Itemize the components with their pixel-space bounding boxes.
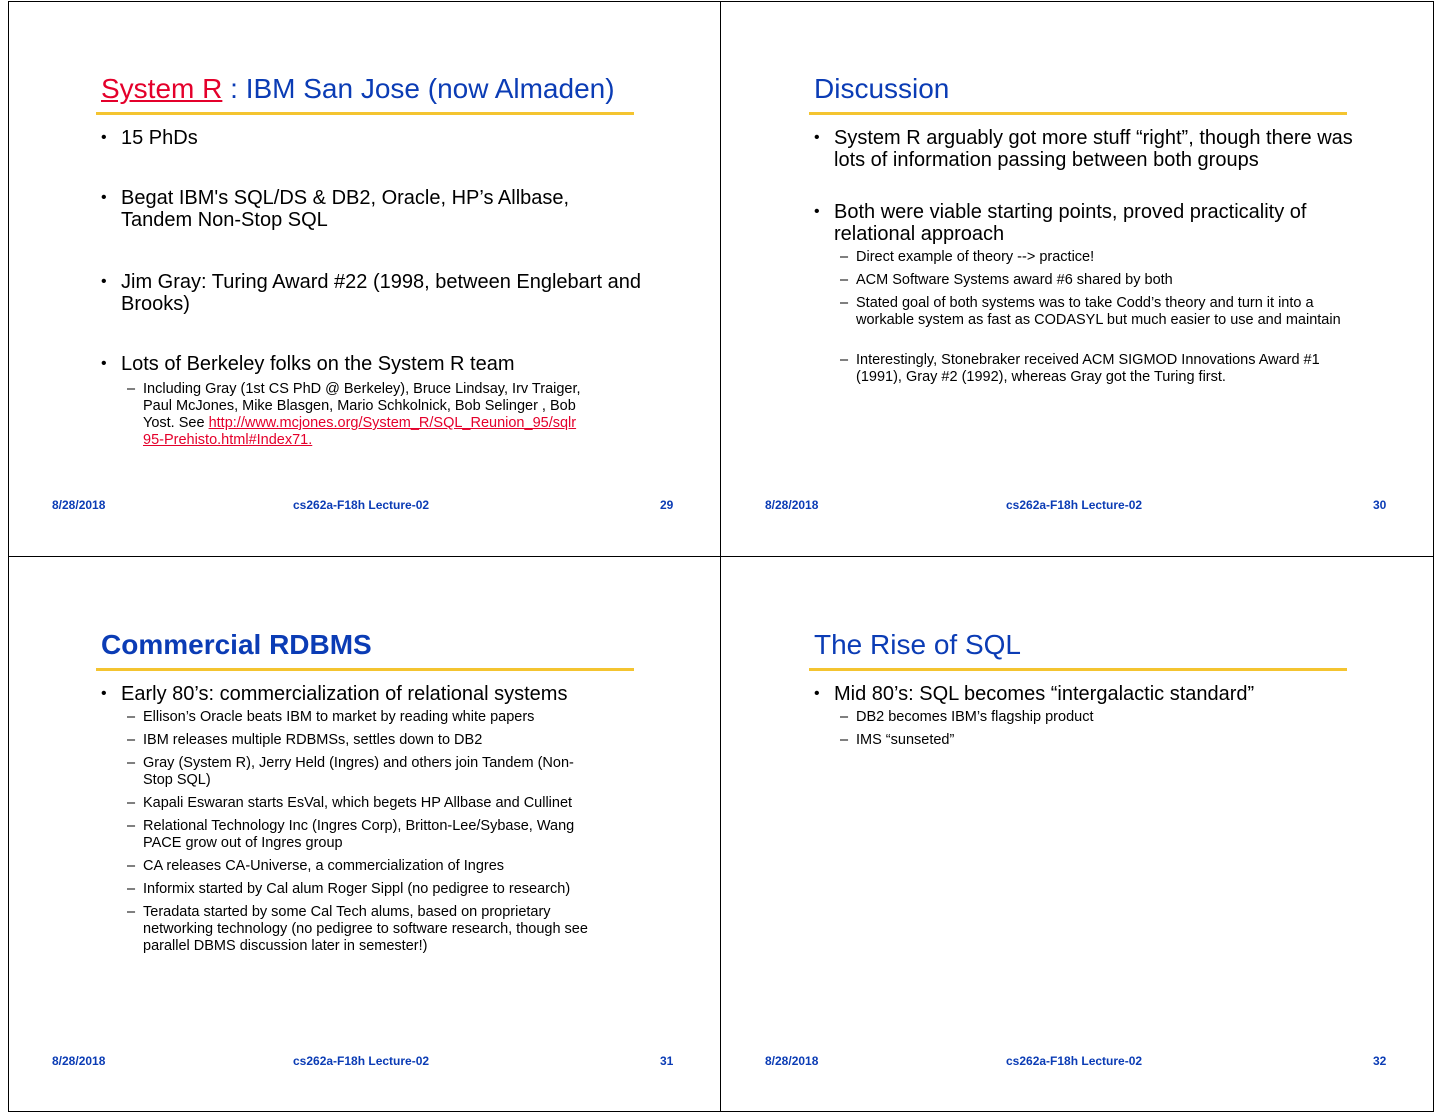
bullet-item: • Begat IBM's SQL/DS & DB2, Oracle, HP’s Allbase, Tandem Non-Stop SQL <box>101 187 641 231</box>
footer-page-number: 30 <box>1373 498 1387 512</box>
bullet-item: • Both were viable starting points, proved practicality of relational approach <box>814 201 1354 245</box>
title-underline <box>96 668 634 671</box>
sub-bullet-item: – IMS “sunseted” <box>828 732 1354 749</box>
sub-bullet-item: – Direct example of theory --> practice! <box>828 249 1354 266</box>
sub-bullet-item: – Ellison’s Oracle beats IBM to market by reading white papers <box>115 709 641 726</box>
footer-page-number: 32 <box>1373 1054 1387 1068</box>
sub-bullet-item: – Kapali Eswaran starts EsVal, which begets HP Allbase and Cullinet <box>115 795 633 812</box>
system-r-link[interactable]: System R <box>101 73 223 104</box>
slide-29 <box>8 1 708 551</box>
footer-date: 8/28/2018 <box>765 498 819 512</box>
footer-date: 8/28/2018 <box>52 1054 106 1068</box>
slide-title: Discussion <box>814 73 950 104</box>
slide-title: System R : IBM San Jose (now Almaden) <box>101 73 615 104</box>
reunion-link[interactable]: http://www.mcjones.org/System_R/SQL_Reunion_95/sqlr95-Prehisto.html#Index71. <box>143 415 577 448</box>
sub-bullet-item: – ACM Software Systems award #6 shared by both <box>828 272 1354 289</box>
footer-course: cs262a-F18h Lecture-02 <box>1006 498 1143 512</box>
bullet-item: • Lots of Berkeley folks on the System R team <box>101 353 641 375</box>
title-underline <box>809 668 1347 671</box>
slide-30 <box>721 1 1421 551</box>
sub-bullet-item: – Interestingly, Stonebraker received ACM SIGMOD Innovations Award #1 (1991), Gray #2 (1992), whereas Gray got the Turing first. <box>828 352 1356 386</box>
title-underline <box>96 112 634 115</box>
slide-body <box>101 681 641 955</box>
footer-course: cs262a-F18h Lecture-02 <box>293 1054 430 1068</box>
slide-31 <box>8 557 708 1107</box>
footer-page-number: 31 <box>660 1054 674 1068</box>
footer-date: 8/28/2018 <box>52 498 106 512</box>
bullet-item: • System R arguably got more stuff “right”, though there was lots of information passing between both groups <box>814 127 1354 171</box>
footer-course: cs262a-F18h Lecture-02 <box>1006 1054 1143 1068</box>
sub-bullet-item: – Teradata started by some Cal Tech alums, based on proprietary networking technology (no pedigree to software research, though see parallel DBMS discussion later in semester!) <box>115 904 613 955</box>
bullet-item: • Early 80’s: commercialization of relational systems <box>101 683 641 705</box>
footer-date: 8/28/2018 <box>765 1054 819 1068</box>
slide-title: The Rise of SQL <box>814 629 1021 660</box>
sub-bullet-item: – Stated goal of both systems was to take Codd’s theory and turn it into a workable system as fast as CODASYL but much easier to use and maintain <box>828 295 1346 329</box>
sub-bullet-item: – DB2 becomes IBM’s flagship product <box>828 709 1354 726</box>
bullet-item: • 15 PhDs <box>101 127 641 149</box>
slide-body <box>814 125 1354 386</box>
slide-body <box>814 681 1354 749</box>
sub-bullet-item: – Including Gray (1st CS PhD @ Berkeley), Bruce Lindsay, Irv Traiger, Paul McJones, Mike Blasgen, Mario Schkolnick, Bob Selinger , Bob Yost. See http://www.mcjones.org/System_R/SQL_Reunion_95/sqlr95-Prehisto.html#Index71. <box>115 381 583 449</box>
footer-course: cs262a-F18h Lecture-02 <box>293 498 430 512</box>
slide-title: Commercial RDBMS <box>101 629 372 660</box>
sub-bullet-item: – Gray (System R), Jerry Held (Ingres) and others join Tandem (Non-Stop SQL) <box>115 755 583 789</box>
bullet-item: • Mid 80’s: SQL becomes “intergalactic standard” <box>814 683 1354 705</box>
slide-32 <box>721 557 1421 1107</box>
bullet-item: • Jim Gray: Turing Award #22 (1998, between Englebart and Brooks) <box>101 271 641 315</box>
sub-bullet-item: – Relational Technology Inc (Ingres Corp), Britton-Lee/Sybase, Wang PACE grow out of Ingres group <box>115 818 583 852</box>
slide-body <box>101 125 641 449</box>
sub-bullet-item: – CA releases CA-Universe, a commercialization of Ingres <box>115 858 641 875</box>
footer-page-number: 29 <box>660 498 674 512</box>
title-underline <box>809 112 1347 115</box>
sub-bullet-item: – Informix started by Cal alum Roger Sippl (no pedigree to research) <box>115 881 633 898</box>
sub-bullet-item: – IBM releases multiple RDBMSs, settles down to DB2 <box>115 732 641 749</box>
